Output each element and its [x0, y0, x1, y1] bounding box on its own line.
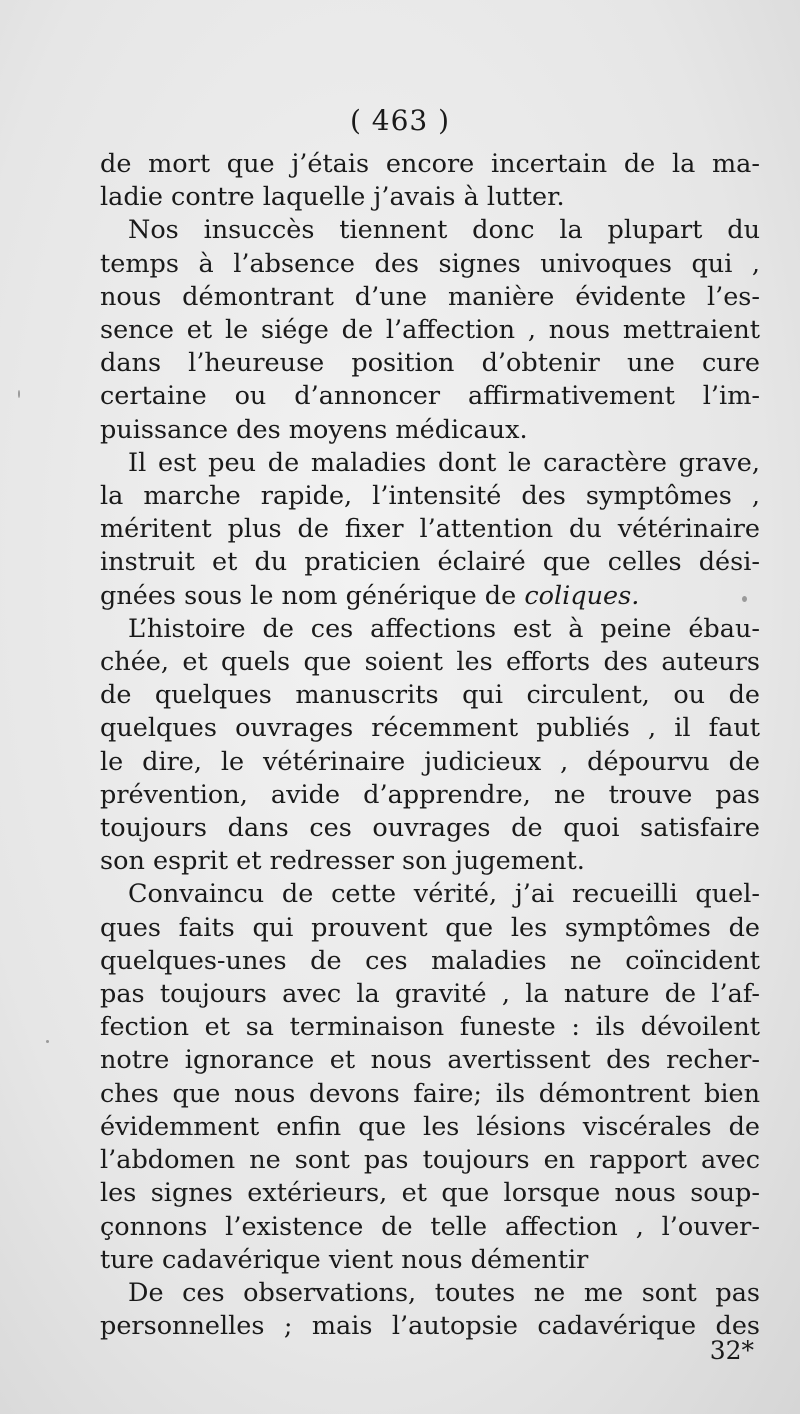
text-line: méritent plus de fixer l’attention du vétérinaire: [100, 514, 760, 545]
text-line: son esprit et redresser son jugement.: [100, 846, 585, 877]
text-line: la marche rapide, l’intensité des symptômes ,: [100, 481, 760, 512]
text-line: le dire, le vétérinaire judicieux , dépourvu de: [100, 746, 760, 777]
text-line: chée, et quels que soient les efforts des auteurs: [100, 647, 760, 678]
text-line: fection et sa terminaison funeste : ils dévoilent: [100, 1012, 760, 1043]
page-number: ( 463 ): [349, 104, 451, 137]
text-line: toujours dans ces ouvrages de quoi satisfaire: [100, 813, 760, 844]
text-line: certaine ou d’annoncer affirmativement l’im-: [100, 381, 760, 412]
text-line: notre ignorance et nous avertissent des recher-: [100, 1045, 760, 1076]
paper-speck: [46, 1040, 49, 1043]
text-line: puissance des moyens médicaux.: [100, 414, 528, 445]
text-line: de quelques manuscrits qui circulent, ou de: [100, 680, 760, 711]
text-line: de mort que j’étais encore incertain de la ma-: [100, 149, 760, 179]
signature-mark: 32*: [709, 1336, 754, 1365]
text-line: ques faits qui prouvent que les symptômes de: [100, 912, 760, 943]
text-line: prévention, avide d’apprendre, ne trouve pas: [100, 779, 760, 810]
text-line: dans l’heureuse position d’obtenir une cure: [100, 348, 760, 379]
text-line: évidemment enfin que les lésions viscérales de: [100, 1111, 760, 1142]
text-line: Il est peu de maladies dont le caractère grave,: [128, 447, 760, 478]
text-line: personnelles ; mais l’autopsie cadavérique des: [100, 1311, 760, 1342]
text-line: Nos insuccès tiennent donc la plupart du: [128, 215, 760, 246]
body-text: [100, 148, 760, 1343]
text-line: les signes extérieurs, et que lorsque nous soup-: [100, 1178, 760, 1209]
paper-speck: [742, 596, 747, 602]
text-line: gnées sous le nom générique de coliques.: [100, 580, 640, 611]
text-line: instruit et du praticien éclairé que celles dési-: [100, 547, 760, 578]
text-line: pas toujours avec la gravité , la nature de l’af-: [100, 979, 760, 1010]
text-line: ches que nous devons faire; ils démontrent bien: [100, 1078, 760, 1109]
text-line: ladie contre laquelle j’avais à lutter.: [100, 182, 565, 213]
text-line: temps à l’absence des signes univoques qui ,: [100, 248, 760, 279]
text-line: çonnons l’existence de telle affection , l’ouver-: [100, 1211, 760, 1242]
paper-speck: [18, 390, 20, 398]
text-line: quelques-unes de ces maladies ne coïncident: [100, 945, 760, 976]
text-line: L’histoire de ces affections est à peine ébau-: [128, 613, 760, 644]
text-line: De ces observations, toutes ne me sont pas: [128, 1277, 760, 1308]
text-line: ture cadavérique vient nous démentir: [100, 1244, 589, 1275]
text-line: quelques ouvrages récemment publiés , il faut: [100, 713, 760, 744]
text-line: l’abdomen ne sont pas toujours en rapport avec: [100, 1145, 760, 1176]
text-line: nous démontrant d’une manière évidente l’es-: [100, 281, 760, 312]
text-line: Convaincu de cette vérité, j’ai recueilli quel-: [128, 879, 760, 910]
text-line: sence et le siége de l’affection , nous mettraient: [100, 315, 760, 346]
